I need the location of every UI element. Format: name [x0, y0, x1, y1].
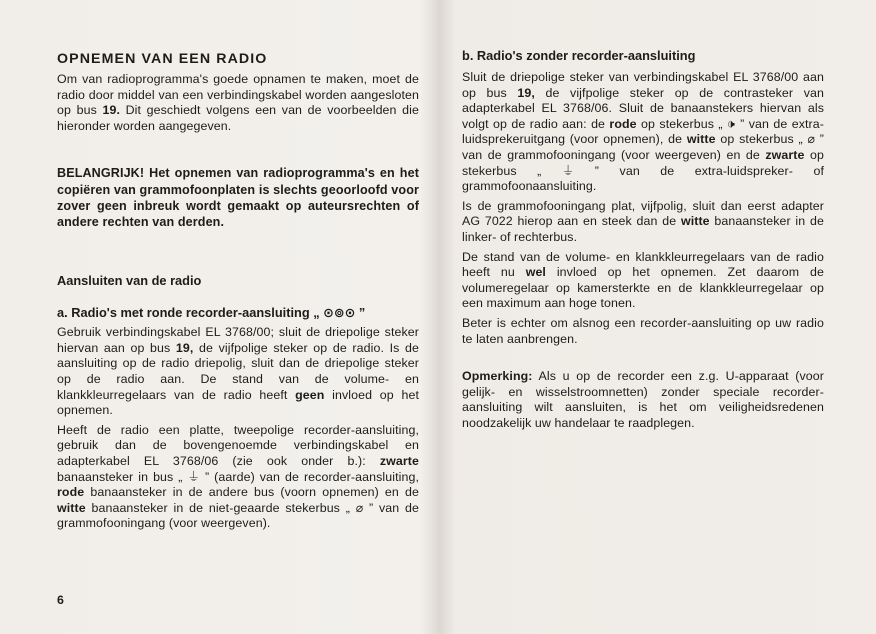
subheading-b: b. Radio's zonder recorder-aansluiting	[462, 48, 696, 63]
text-run: Is de grammofooningang plat, vijfpolig, sluit dan eerst adapter AG 7022 hierop aan en steek dan de	[462, 198, 824, 229]
bold-text: 19,	[517, 85, 535, 100]
text-run: Heeft de radio een platte, tweepolige recorder-aansluiting, gebruik dan de bovengenoemde verbindingskabel en adapterkabel EL 3768/06 (zie ook onder b.):	[57, 422, 419, 468]
paragraph-b1	[462, 70, 824, 195]
text-run: Als u op de recorder een z.g. U-apparaat (voor gelijk- en wisselstroomnetten) zonder speciale recorder-aansluiting wilt aansluiten, is het om veiligheidsredenen noodzakelijk uw handelaar te raadplegen.	[462, 369, 824, 430]
text-run: op stekerbus „ 🕩 ” van de extra-luidsprekeruitgang (voor opnemen), de	[462, 116, 824, 147]
right-page	[446, 0, 876, 634]
text-run: banaansteker in de linker- of rechterbus.	[462, 214, 824, 244]
text-run: invloed op het opnemen. Zet daarom de volumeregelaar op kamersterkte en de klankkleurregelaar op een maximum aan hoge tonen.	[462, 265, 824, 311]
bold-text: geen	[295, 387, 325, 402]
paragraph-a2	[57, 423, 419, 532]
left-column	[57, 50, 419, 532]
note-paragraph	[462, 369, 824, 431]
text-run: banaansteker in bus „ ⏚ ” (aarde) van de recorder-aansluiting,	[57, 469, 419, 484]
intro-paragraph	[57, 72, 419, 134]
bold-text: witte	[57, 500, 86, 515]
text-run: Dit geschiedt volgens een van de voorbeelden die hieronder worden aangegeven.	[57, 103, 419, 133]
bold-text: witte	[686, 132, 716, 147]
subheading-a: a. Radio's met ronde recorder-aansluiting „ ⊙⊚⊙ ”	[57, 305, 366, 321]
paragraph-a1	[57, 325, 419, 419]
bold-text: witte	[680, 214, 710, 229]
paragraph-b2	[462, 199, 824, 246]
text-run: de vijfpolige steker op de radio. Is de aansluiting op de radio driepolig, sluit dan de driepolige steker op de radio aan. De stand van de volume- en klankkleurregelaars van de radio heeft	[57, 340, 419, 402]
text-run: invloed op het opnemen.	[57, 387, 419, 418]
text-run: Beter is echter om alsnog een recorder-aansluiting op uw radio te laten aanbrengen.	[462, 315, 824, 346]
text-run: Om van radioprogramma's goede opnamen te maken, moet de radio door middel van een verbindingskabel worden aangesloten op bus	[57, 72, 419, 118]
paragraph-b4	[462, 316, 824, 347]
text-run: op stekerbus „ ⌀ ” van de grammofooningang (voor weergeven) en de	[462, 132, 824, 162]
page-number: 6	[57, 593, 64, 607]
text-run: op stekerbus „ ⏚ ” van de extra-luidspreker- of grammofoonaansluiting.	[462, 147, 824, 194]
page-title: OPNEMEN VAN EEN RADIO	[57, 51, 268, 67]
text-run: banaansteker in de andere bus (voorn opnemen) en de	[84, 485, 419, 500]
bold-text: wel	[525, 265, 546, 280]
bold-text: rode	[57, 485, 85, 500]
text-run: Gebruik verbindingskabel EL 3768/00; sluit de driepolige steker hiervan aan op bus	[57, 325, 419, 355]
bold-text: zwarte	[765, 147, 805, 162]
text-run: De stand van de volume- en klankkleurregelaars van de radio heeft nu	[462, 249, 824, 280]
bold-text: Opmerking:	[462, 369, 533, 384]
paragraph-b3	[462, 250, 824, 312]
right-column	[462, 48, 824, 431]
bold-text: 19,	[175, 340, 194, 355]
bold-text: rode	[609, 116, 637, 131]
text-run: banaansteker in de niet-geaarde stekerbus „ ⌀ ” van de grammofooningang (voor weergeven).	[57, 500, 419, 531]
bold-text: zwarte	[379, 453, 419, 468]
text-run: Sluit de driepolige steker van verbindingskabel EL 3768/00 aan op bus	[462, 70, 824, 100]
section-heading: Aansluiten van de radio	[57, 273, 202, 289]
bold-text: 19.	[102, 103, 120, 118]
text-run: de vijfpolige steker op de contrasteker van adapterkabel EL 3768/06. Sluit de banaanstekers hiervan als volgt op de radio aan: de	[462, 85, 824, 131]
warning-paragraph: BELANGRIJK! Het opnemen van radioprogramma's en het copiëren van grammofoonplaten is slechts geoorloofd voor zover geen inbreuk wordt gemaakt op auteursrechten of andere rechten van derden.	[57, 166, 419, 229]
